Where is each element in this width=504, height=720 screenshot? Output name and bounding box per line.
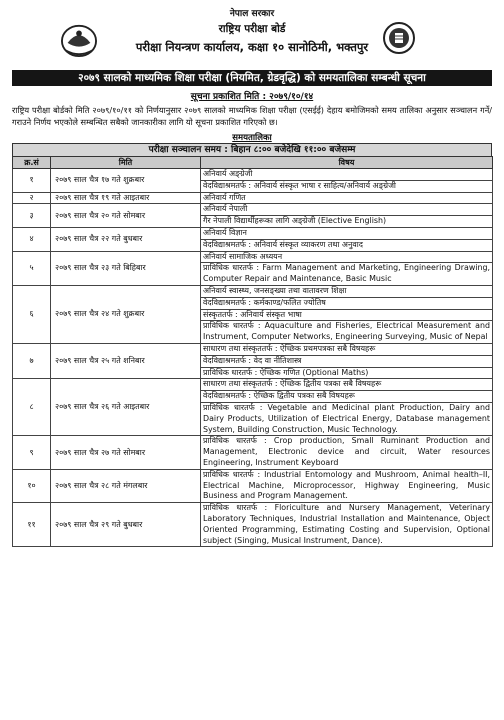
row-subjects bbox=[201, 469, 493, 502]
intro-paragraph: राष्ट्रिय परीक्षा बोर्डको मिति २०७९/१०/११ को निर्णयानुसार २०७९ सालको माध्यमिक शिक्षा परीक्षा (एसईई) देहाय बमोजिमको समय तालिका अनुसार सञ्चालन गर्ने/गराउने निर्णय भएकोले सम्बन्धित सबैको जानकारीका लागि यो सूचना प्रकाशित गरिएको छ। bbox=[12, 105, 492, 127]
row-subjects bbox=[201, 436, 493, 469]
row-serial: ६ bbox=[13, 285, 51, 343]
schedule-title: समयतालिका bbox=[232, 133, 272, 143]
subject-entry: अनिवार्य गणित bbox=[203, 192, 246, 202]
table-row bbox=[13, 227, 493, 251]
row-date: २०७९ साल चैत्र २६ गते आइतबार bbox=[51, 379, 201, 436]
row-serial: ८ bbox=[13, 379, 51, 436]
row-subjects bbox=[201, 379, 493, 436]
col-date: मिति bbox=[51, 157, 201, 169]
subject-entry: वेदविद्याश्रमतर्फ : वेद वा नीतिशास्त्र bbox=[201, 355, 492, 367]
subject-entry: प्राविधिक धारतर्फ : Farm Management and Marketing, Engineering Drawing, Computer Repair and Maintenance, Basic Music bbox=[203, 263, 490, 284]
subject-entry: प्राविधिक धारतर्फ : Vegetable and Medicinal plant Production, Dairy and Dairy Products, Utilization of Electrical Energy, Database management System, Building Construction, Music Technology. bbox=[203, 402, 490, 434]
row-date: २०७९ साल चैत्र २८ गते मंगलबार bbox=[51, 469, 201, 502]
row-subjects bbox=[201, 169, 493, 193]
government-name: नेपाल सरकार bbox=[229, 9, 275, 19]
row-date: २०७९ साल चैत्र १७ गते शुक्रबार bbox=[51, 169, 201, 193]
row-serial: ११ bbox=[13, 503, 51, 547]
col-serial: क्र.सं bbox=[13, 157, 51, 169]
row-date: २०७९ साल चैत्र १९ गते आइतबार bbox=[51, 192, 201, 204]
row-subjects bbox=[201, 251, 493, 285]
table-row bbox=[13, 343, 493, 378]
table-row bbox=[13, 204, 493, 228]
subject-entry: संस्कृततर्फ : अनिवार्य संस्कृत भाषा bbox=[201, 309, 492, 321]
row-serial: ४ bbox=[13, 227, 51, 251]
subject-entry: प्राविधिक धारतर्फ : Crop production, Small Ruminant Production and Management, Electronic device and circuit, Water resources Engineering, Instrument Keyboard bbox=[203, 436, 490, 467]
row-subjects bbox=[201, 227, 493, 251]
row-subjects bbox=[201, 192, 493, 204]
published-date: सूचना प्रकाशित मिति : २०७९/१०/१४ bbox=[190, 92, 314, 102]
subject-entry: साधारण तथा संस्कृततर्फ : ऐच्छिक द्वितीय पत्रका सबै विषयहरू bbox=[203, 379, 382, 389]
row-subjects bbox=[201, 204, 493, 228]
subject-entry: साधारण तथा संस्कृततर्फ : ऐच्छिक प्रथमपत्रका सबै विषयहरू bbox=[203, 343, 376, 353]
row-serial: १ bbox=[13, 169, 51, 193]
row-serial: २ bbox=[13, 192, 51, 204]
subject-entry: वेदविद्याश्रमतर्फ : अनिवार्य संस्कृत भाषा र साहित्य/अनिवार्य अङ्ग्रेजी bbox=[201, 180, 492, 192]
row-serial: १० bbox=[13, 469, 51, 502]
table-row bbox=[13, 285, 493, 343]
table-header-row bbox=[13, 157, 493, 169]
row-serial: ७ bbox=[13, 343, 51, 378]
row-date: २०७९ साल चैत्र २४ गते शुक्रबार bbox=[51, 285, 201, 343]
subject-entry: प्राविधिक धारतर्फ : Floriculture and Nursery Management, Veterinary Laboratory Techniques, Industrial Installation and Maintenance, Object Oriented Programming, Estimating Costing and Supervision, Optional subject (Singing, Musical Instrument, Dance). bbox=[203, 503, 490, 545]
row-subjects bbox=[201, 285, 493, 343]
row-date: २०७९ साल चैत्र २७ गते सोमबार bbox=[51, 436, 201, 469]
row-date: २०७९ साल चैत्र २५ गते शनिबार bbox=[51, 343, 201, 378]
table-row bbox=[13, 503, 493, 547]
table-row bbox=[13, 251, 493, 285]
schedule-rows bbox=[13, 169, 493, 547]
nepal-emblem-icon bbox=[60, 22, 98, 58]
row-date: २०७९ साल चैत्र २९ गते बुधबार bbox=[51, 503, 201, 547]
col-subject: विषय bbox=[201, 157, 493, 169]
board-seal-icon bbox=[382, 20, 416, 56]
row-subjects bbox=[201, 343, 493, 378]
subject-entry: अनिवार्य अङ्ग्रेजी bbox=[203, 169, 253, 178]
row-subjects bbox=[201, 503, 493, 547]
row-serial: ५ bbox=[13, 251, 51, 285]
subject-entry: वेदविद्याश्रमतर्फ : अनिवार्य संस्कृत व्याकरण तथा अनुवाद bbox=[201, 239, 492, 251]
subject-entry: प्राविधिक धारतर्फ : ऐच्छिक गणित (Optional Maths) bbox=[201, 367, 492, 379]
subject-entry: गैर नेपाली विद्यार्थीहरूका लागि अङ्ग्रेजी (Elective English) bbox=[201, 215, 492, 227]
subject-entry: अनिवार्य विज्ञान bbox=[203, 227, 247, 237]
letterhead bbox=[12, 0, 492, 68]
subject-entry: वेदविद्याश्रमतर्फ : ऐच्छिक द्वितीय पत्रका सबै विषयहरू bbox=[201, 390, 492, 402]
row-date: २०७९ साल चैत्र २२ गते बुधबार bbox=[51, 227, 201, 251]
table-row bbox=[13, 192, 493, 204]
table-row bbox=[13, 469, 493, 502]
row-serial: ३ bbox=[13, 204, 51, 228]
subject-entry: अनिवार्य सामाजिक अध्ययन bbox=[203, 251, 283, 261]
table-row bbox=[13, 169, 493, 193]
table-row bbox=[13, 436, 493, 469]
table-row bbox=[13, 379, 493, 436]
subject-entry: अनिवार्य नेपाली bbox=[203, 204, 248, 214]
subject-entry: प्राविधिक धारतर्फ : Industrial Entomology and Mushroom, Animal health–II, Electrical Machine, Microprocessor, Highway Engineering, Music Business and Program Management. bbox=[203, 469, 490, 501]
row-date: २०७९ साल चैत्र २३ गते बिहिबार bbox=[51, 251, 201, 285]
notice-banner: २०७९ सालको माध्यमिक शिक्षा परीक्षा (नियमित, ग्रेडवृद्धि) को समयतालिका सम्बन्धी सूचना bbox=[12, 70, 492, 86]
exam-time: परीक्षा सञ्चालन समय : बिहान ८:०० बजेदेखि ११:०० बजेसम्म bbox=[12, 143, 492, 156]
subject-entry: प्राविधिक धारतर्फ : Aquaculture and Fisheries, Electrical Measurement and Instrument, Computer Networks, Engineering Surveying, Music of Nepal bbox=[203, 321, 490, 342]
schedule-table bbox=[12, 156, 493, 547]
subject-entry: अनिवार्य स्वास्थ्य, जनसङ्ख्या तथा वातावरण शिक्षा bbox=[203, 285, 347, 295]
row-serial: ९ bbox=[13, 436, 51, 469]
subject-entry: वेदविद्याश्रमतर्फ : कर्मकाण्ड/फलित ज्योतिष bbox=[201, 297, 492, 309]
board-name: राष्ट्रिय परीक्षा बोर्ड bbox=[218, 23, 286, 35]
office-name: परीक्षा नियन्त्रण कार्यालय, कक्षा १० सानोठिमी, भक्तपुर bbox=[135, 40, 369, 54]
row-date: २०७९ साल चैत्र २० गते सोमबार bbox=[51, 204, 201, 228]
